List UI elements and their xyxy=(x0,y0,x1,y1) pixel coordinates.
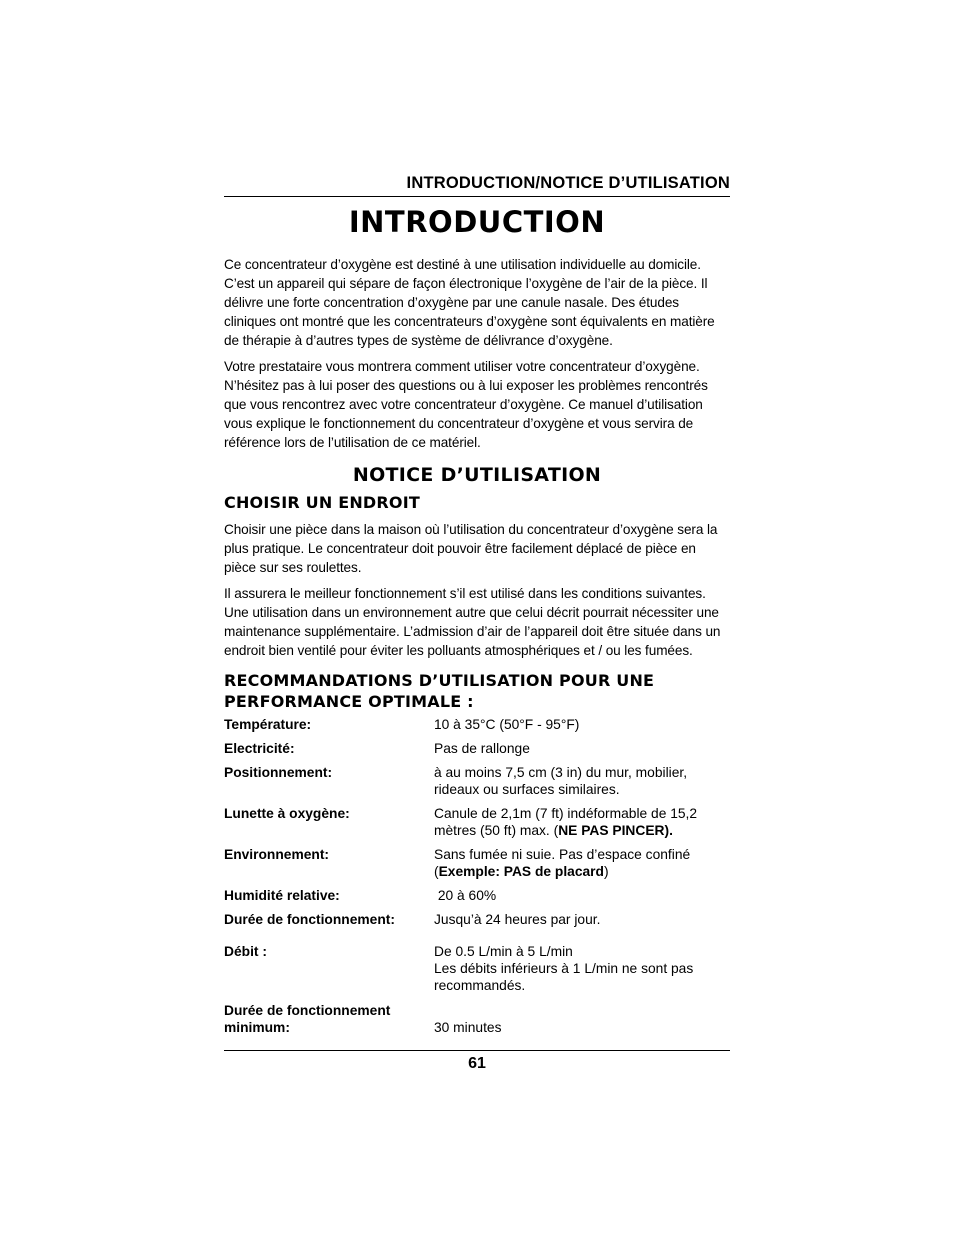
spec-label: Durée de fonctionnement minimum: xyxy=(224,1003,391,1035)
spec-value: 20 à 60% xyxy=(434,888,497,903)
spec-value-emphasis: Exemple: PAS de placard xyxy=(438,864,604,879)
spec-label: Positionnement: xyxy=(224,765,333,780)
table-row xyxy=(224,846,730,887)
table-row xyxy=(224,935,730,1001)
page-number: 61 xyxy=(468,1055,486,1072)
spec-value: à au moins 7,5 cm (3 in) du mur, mobilier, rideaux ou surfaces similaires. xyxy=(434,765,688,797)
table-row xyxy=(224,716,730,740)
introduction-heading: INTRODUCTION xyxy=(348,205,606,239)
recommendations-table xyxy=(224,716,730,1036)
spec-value-text: Canule de 2,1m (7 ft) indéformable de 15,2 mètres (50 ft) max. ( xyxy=(434,806,698,838)
location-paragraph-2: Il assurera le meilleur fonctionnement s’il est utilisé dans les conditions suivantes. Une utilisation dans un environnement autre que celui décrit pourrait nécessiter une maintenance supplémentaire. L’admission d’air de l’appareil doit être située dans un endroit bien ventilé pour éviter les polluants atmosphériques et / ou les fumées. xyxy=(224,586,721,658)
spec-value-tail: ) xyxy=(603,864,609,879)
spec-value xyxy=(434,805,730,846)
table-row xyxy=(224,805,730,846)
spec-value-emphasis: NE PAS PINCER). xyxy=(558,823,673,838)
spec-value: 10 à 35°C (50°F - 95°F) xyxy=(434,717,580,732)
table-row xyxy=(224,887,730,911)
spec-value xyxy=(434,846,730,887)
intro-paragraph-2: Votre prestataire vous montrera comment utiliser votre concentrateur d’oxygène. N’hésitez pas à lui poser des questions ou à lui exposer les problèmes rencontrés que vous rencontrez avec votre concentrateur d’oxygène. Ce manuel d’utilisation vous explique le fonctionnement du concentrateur d’oxygène et vous servira de référence lors de l’utilisation de ce matériel. xyxy=(224,359,708,450)
table-row xyxy=(224,740,730,764)
spec-value: Pas de rallonge xyxy=(434,741,530,756)
intro-paragraph-1: Ce concentrateur d’oxygène est destiné à une utilisation individuelle au domicile. C’est un appareil qui sépare de façon électronique l’oxygène de l’air de la pièce. Il délivre une forte concentration d’oxygène par une canule nasale. Des études cliniques ont montré que les concentrateurs d’oxygène sont équivalents en matière de thérapie à d’autres types de système de délivrance d’oxygène. xyxy=(224,257,715,348)
location-paragraph-1: Choisir une pièce dans la maison où l’utilisation du concentrateur d’oxygène sera la plus pratique. Le concentrateur doit pouvoir être facilement déplacé de pièce en pièce sur ses roulettes. xyxy=(224,522,718,575)
spec-value-line-1: De 0.5 L/min à 5 L/min xyxy=(434,944,573,959)
spec-label: Température: xyxy=(224,717,312,732)
table-row xyxy=(224,1001,730,1036)
spec-value xyxy=(434,935,730,1001)
footer-divider xyxy=(224,1050,730,1051)
spec-label: Débit : xyxy=(224,944,267,959)
spec-value: Jusqu’à 24 heures par jour. xyxy=(434,912,601,927)
spec-value: 30 minutes xyxy=(434,1020,502,1035)
spec-label: Lunette à oxygène: xyxy=(224,806,350,821)
spec-value-line-2: Les débits inférieurs à 1 L/min ne sont pas recommandés. xyxy=(434,961,694,993)
spec-label: Environnement: xyxy=(224,847,330,862)
spec-label: Durée de fonctionnement: xyxy=(224,912,395,927)
notice-heading: NOTICE D’UTILISATION xyxy=(352,464,602,486)
location-heading: CHOISIR UN ENDROIT xyxy=(224,493,420,512)
spec-label: Humidité relative: xyxy=(224,888,340,903)
manual-page xyxy=(224,174,730,1073)
recommendations-heading: RECOMMANDATIONS D’UTILISATION POUR UNE PERFORMANCE OPTIMALE : xyxy=(224,671,655,711)
table-row xyxy=(224,911,730,935)
table-row xyxy=(224,764,730,805)
spec-label: Electricité: xyxy=(224,741,295,756)
running-header: INTRODUCTION/NOTICE D’UTILISATION xyxy=(224,174,730,197)
spec-value-text: Sans fumée ni suie. Pas d’espace confiné ( xyxy=(434,847,691,879)
